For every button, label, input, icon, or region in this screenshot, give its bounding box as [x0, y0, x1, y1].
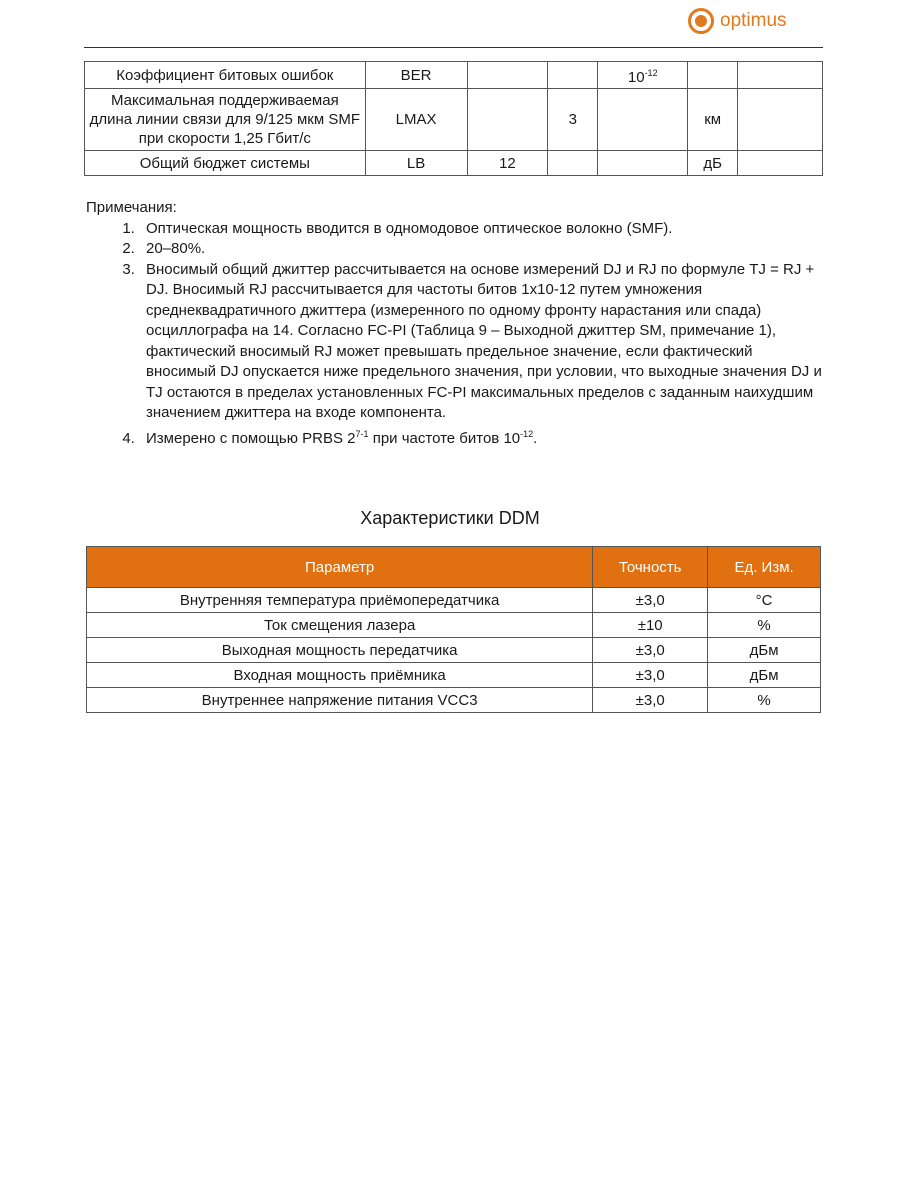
optimus-logo: [688, 8, 787, 34]
header-accuracy: Точность: [593, 547, 708, 588]
accuracy-cell: ±3,0: [593, 663, 708, 688]
unit-cell: %: [708, 613, 821, 638]
unit-cell: %: [708, 688, 821, 713]
max-cell: $10^{-12}$: [598, 62, 688, 89]
unit-cell: [688, 62, 738, 89]
symbol-cell: LB: [365, 151, 467, 176]
header-divider: [84, 47, 823, 48]
ddm-title: Характеристики DDM: [360, 508, 540, 528]
note-item: 1. Оптическая мощность вводится в одномодовое оптическое волокно (SMF).: [139, 219, 826, 240]
table-row: [87, 588, 821, 613]
param-cell: Внутренняя температура приёмопередатчика: [87, 588, 593, 613]
table-row: [85, 89, 823, 151]
notes: [86, 198, 826, 449]
logo-icon: [688, 8, 714, 34]
typ-cell: [548, 62, 598, 89]
param-cell: Коэффициент битовых ошибок: [85, 62, 366, 89]
max-cell: [598, 151, 688, 176]
ddm-table: [86, 546, 821, 713]
typ-cell: [548, 151, 598, 176]
unit-cell: °C: [708, 588, 821, 613]
unit-cell: дБм: [708, 663, 821, 688]
unit-cell: км: [688, 89, 738, 151]
symbol-cell: LMAX: [365, 89, 467, 151]
param-cell: Входная мощность приёмника: [87, 663, 593, 688]
note-cell: [738, 151, 823, 176]
note-cell: [738, 62, 823, 89]
note-cell: [738, 89, 823, 151]
table-header: [87, 547, 821, 588]
table-row: [85, 151, 823, 176]
min-cell: [467, 62, 548, 89]
param-cell: Выходная мощность передатчика: [87, 638, 593, 663]
typ-cell: 3: [548, 89, 598, 151]
param-cell: Общий бюджет системы: [85, 151, 366, 176]
table-row: [87, 613, 821, 638]
unit-cell: дБ: [688, 151, 738, 176]
min-cell: [467, 89, 548, 151]
max-cell: [598, 89, 688, 151]
accuracy-cell: ±3,0: [593, 638, 708, 663]
param-cell: Максимальная поддерживаемая длина линии связи для 9/125 мкм SMF при скорости 1,25 Гбит/с: [85, 89, 366, 151]
table-row: [85, 62, 823, 89]
accuracy-cell: ±3,0: [593, 588, 708, 613]
symbol-cell: BER: [365, 62, 467, 89]
logo-text: optimus: [720, 10, 787, 31]
note-item: 4. Измерено с помощью PRBS 2$^{7-1}$ при частоте битов $10^{-12}$.: [139, 424, 826, 450]
table-row: [87, 688, 821, 713]
unit-cell: дБм: [708, 638, 821, 663]
spec-table: [84, 61, 823, 176]
accuracy-cell: ±10: [593, 613, 708, 638]
table-row: [87, 638, 821, 663]
notes-title: Примечания:: [86, 199, 177, 216]
param-cell: Внутреннее напряжение питания VCC3: [87, 688, 593, 713]
header-unit: Ед. Изм.: [708, 547, 821, 588]
header-param: Параметр: [87, 547, 593, 588]
accuracy-cell: ±3,0: [593, 688, 708, 713]
min-cell: 12: [467, 151, 548, 176]
table-row: [87, 663, 821, 688]
note-item: 2. 20–80%.: [139, 239, 826, 260]
param-cell: Ток смещения лазера: [87, 613, 593, 638]
note-item: 3. Вносимый общий джиттер рассчитывается на основе измерений DJ и RJ по формуле TJ = RJ + DJ. Вносимый RJ рассчитывается для частоты битов 1x10-12 путем умножения среднеквадратичного джиттера (измеренного по одному фронту нарастания или спада) осциллографа на 14. Согласно FC-PI (Таблица 9 – Выходной джиттер SM, примечание 1), фактический вносимый RJ может превышать предельное значение, если фактический вносимый DJ опускается ниже предельного значения, при условии, что выходные значения DJ и TJ остаются в пределах установленных FC-PI максимальных пределов с заданным наихудшим значением джиттера на входе компонента.: [139, 260, 826, 424]
